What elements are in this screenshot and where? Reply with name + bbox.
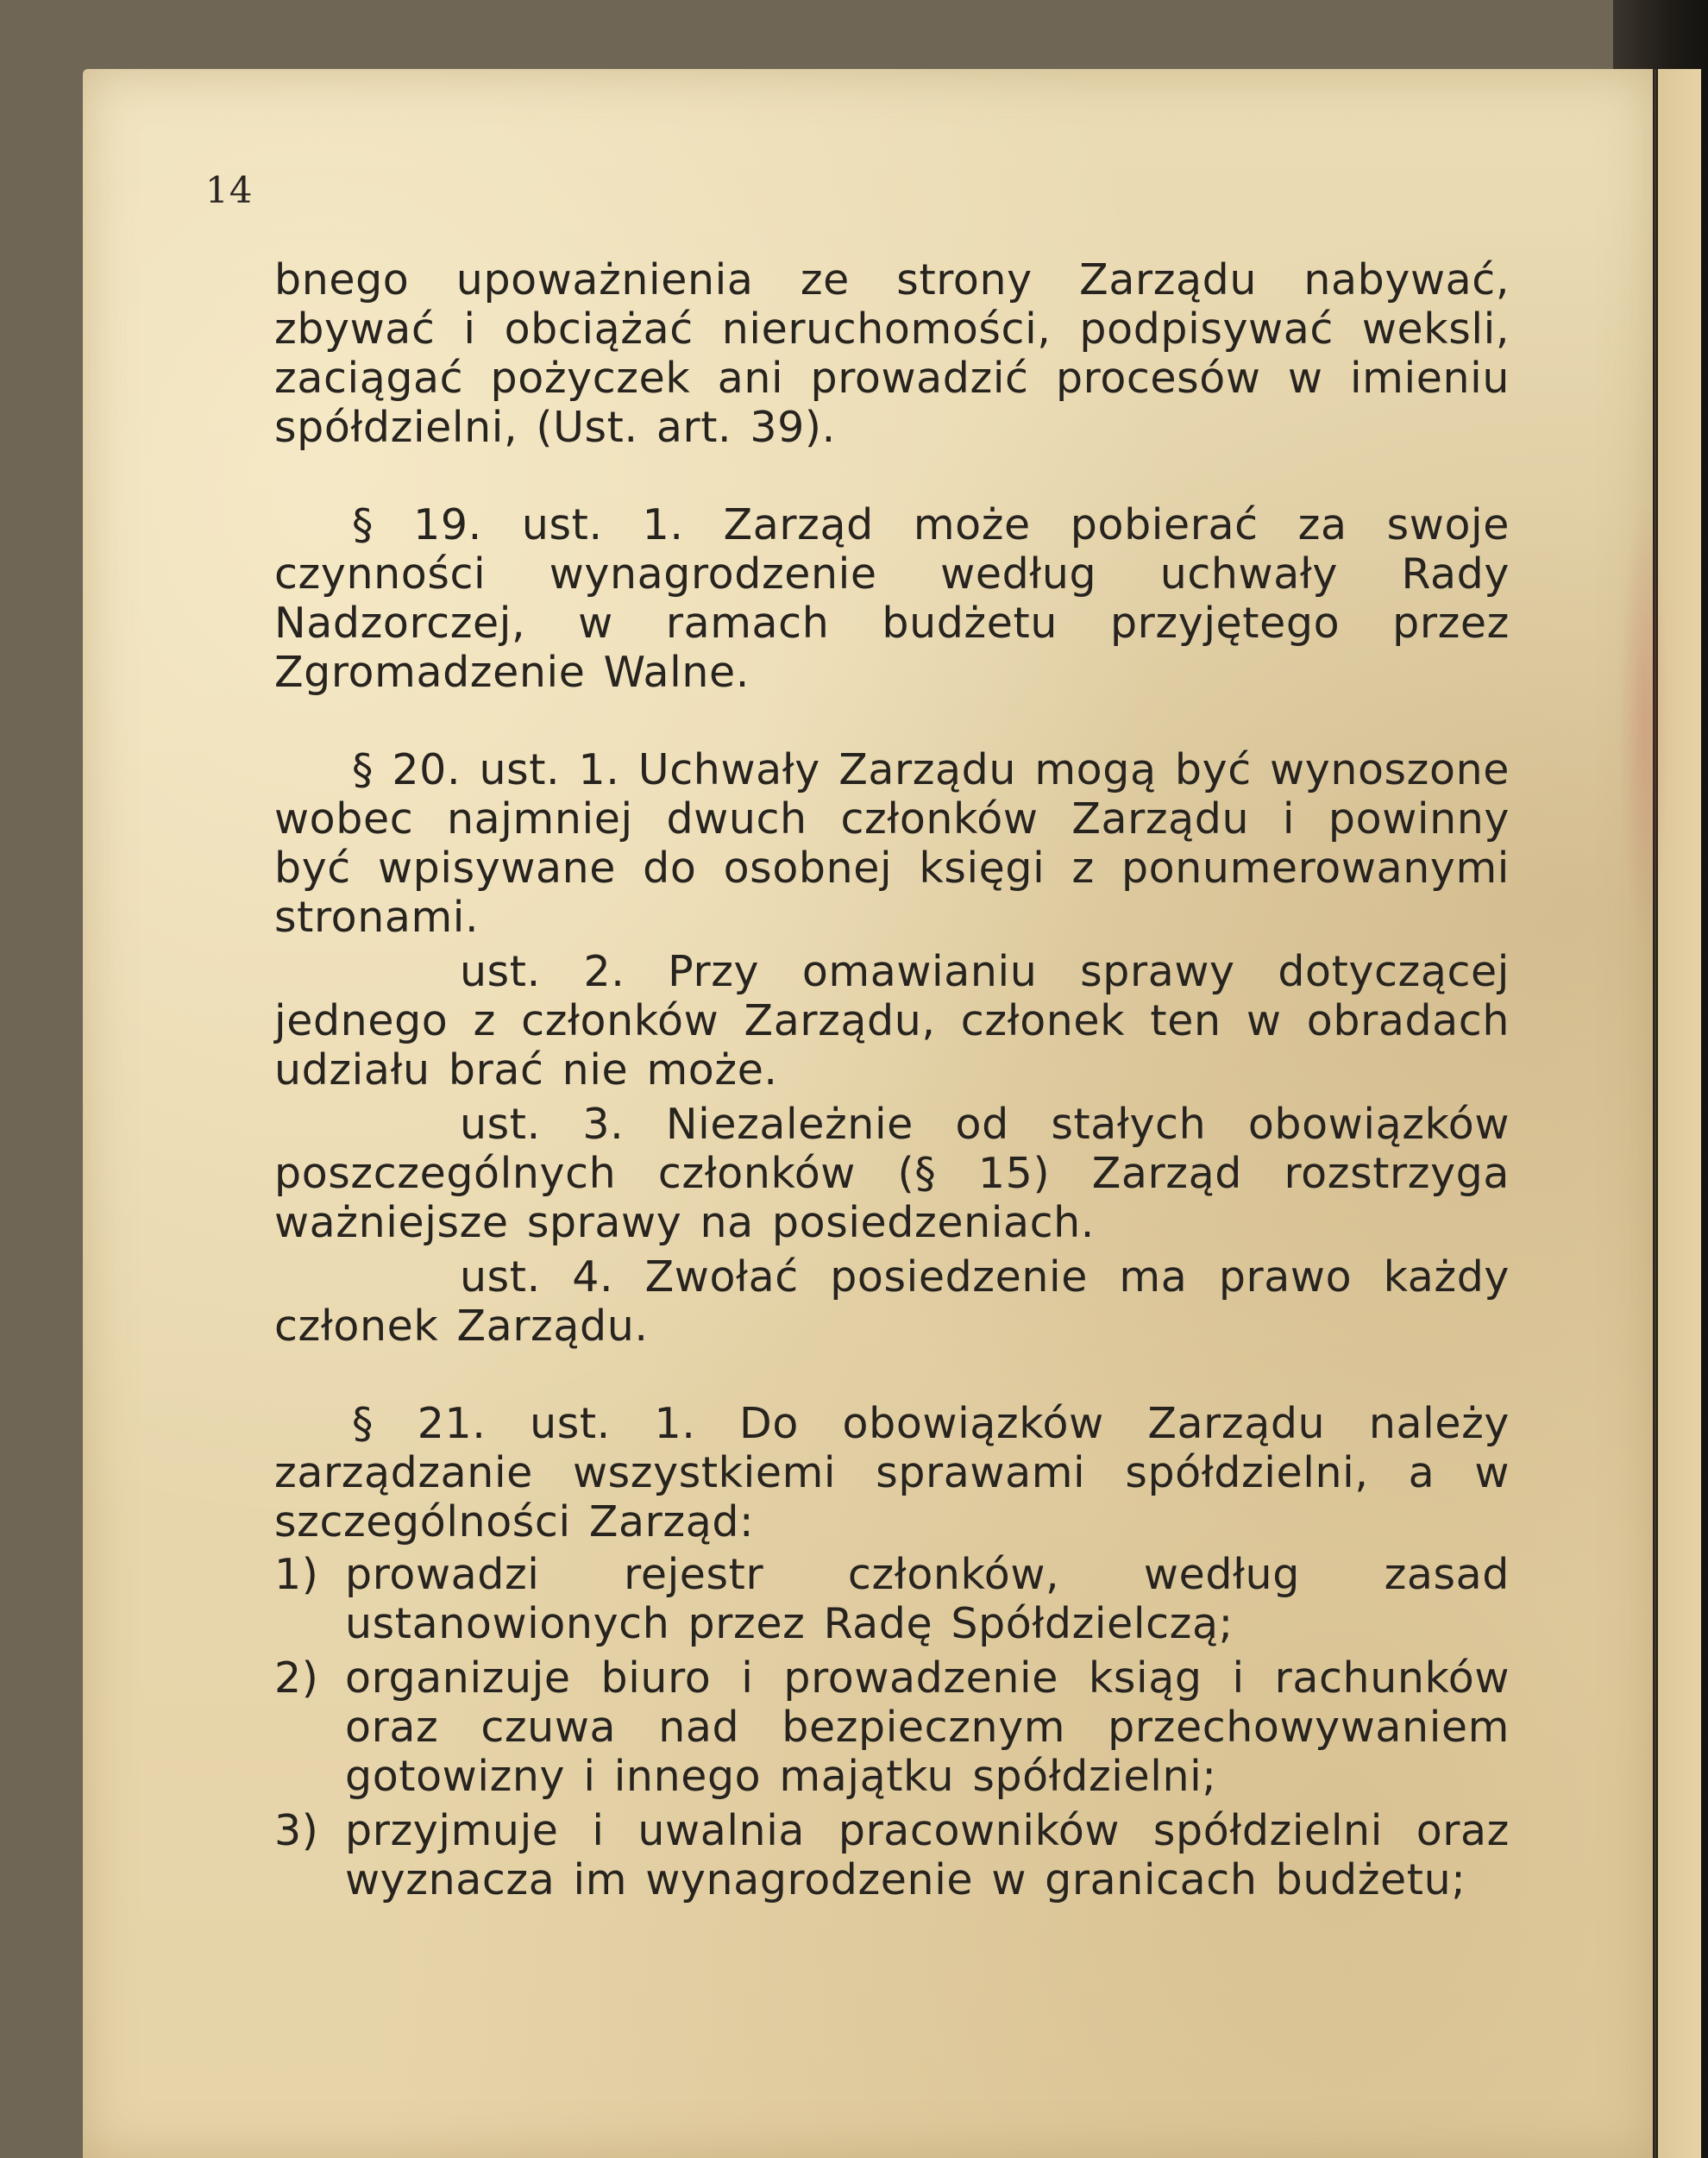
list-item	[274, 1806, 1510, 1904]
page-gutter	[1655, 69, 1656, 2158]
list-item	[274, 1550, 1510, 1648]
duties-list	[274, 1550, 1510, 1904]
paragraph-section-20-ust-1: § 20. ust. 1. Uchwały Zarządu mogą być wynoszone wobec najmniej dwuch członków Zarządu i powinny być wpisywane do osobnej księgi z ponumerowanymi stronami.	[274, 745, 1510, 942]
paragraph-continuation: bnego upoważnienia ze strony Zarządu nabywać, zbywać i obciążać nieruchomości, podpisywać weksli, zaciągać pożyczek ani prowadzić procesów w imieniu spółdzielni, (Ust. art. 39).	[274, 255, 1510, 452]
paragraph-section-21: § 21. ust. 1. Do obowiązków Zarządu należy zarządzanie wszystkiemi sprawami spółdzielni, a w szczególności Zarząd:	[274, 1399, 1510, 1546]
paragraph-section-20-ust-2: ust. 2. Przy omawianiu sprawy dotyczącej jednego z członków Zarządu, członek ten w obradach udziału brać nie może.	[274, 947, 1510, 1095]
ink-stain	[1618, 500, 1670, 949]
page-number: 14	[205, 169, 254, 211]
paragraph-section-20-ust-4: ust. 4. Zwołać posiedzenie ma prawo każdy członek Zarządu.	[274, 1252, 1510, 1351]
list-item-text: organizuje biuro i prowadzenie ksiąg i rachunków oraz czuwa nad bezpiecznym przechowywaniem gotowizny i innego majątku spółdzielni;	[345, 1653, 1510, 1801]
list-item-number: 3)	[274, 1806, 319, 1855]
adjacent-page-edge	[1658, 69, 1701, 2158]
paragraph-section-20-ust-3: ust. 3. Niezależnie od stałych obowiązków poszczególnych członków (§ 15) Zarząd rozstrzyga ważniejsze sprawy na posiedzeniach.	[274, 1100, 1510, 1247]
body-text	[274, 255, 1510, 1910]
paragraph-section-19: § 19. ust. 1. Zarząd może pobierać za swoje czynności wynagrodzenie według uchwały Rady Nadzorczej, w ramach budżetu przyjętego przez Zgromadzenie Walne.	[274, 500, 1510, 697]
list-item-number: 1)	[274, 1550, 319, 1599]
list-item-text: prowadzi rejestr członków, według zasad ustanowionych przez Radę Spółdzielczą;	[345, 1550, 1510, 1648]
list-item-number: 2)	[274, 1653, 319, 1703]
list-item-text: przyjmuje i uwalnia pracowników spółdzielni oraz wyznacza im wynagrodzenie w granicach budżetu;	[345, 1806, 1510, 1904]
list-item	[274, 1653, 1510, 1801]
